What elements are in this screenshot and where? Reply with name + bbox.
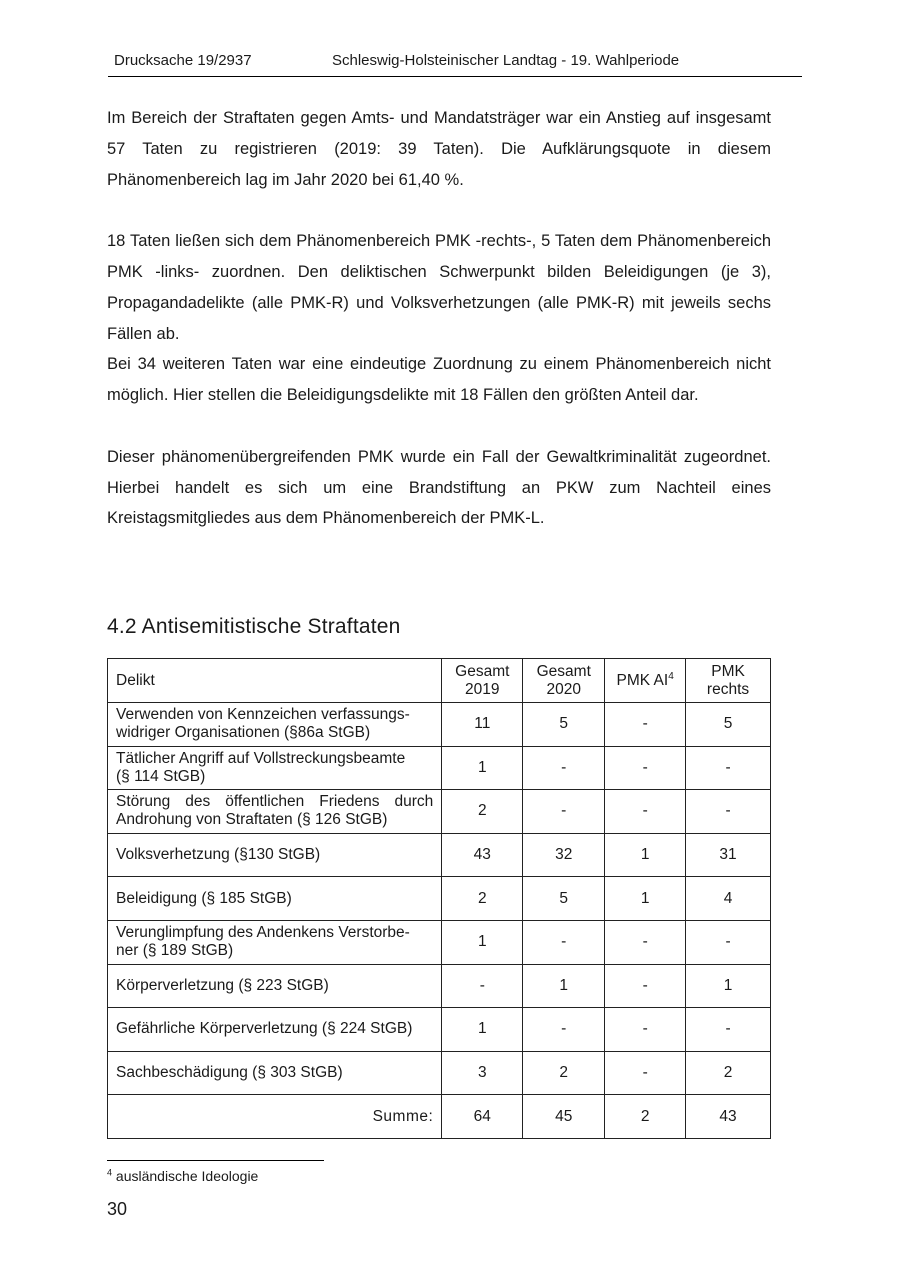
offense-label: Körperverletzung (§ 223 StGB) xyxy=(108,964,442,1008)
cell-gesamt-2019: 3 xyxy=(442,1051,523,1095)
cell-pmk-rechts: - xyxy=(686,790,771,834)
table-row xyxy=(108,1008,771,1052)
offense-label: Sachbeschädigung (§ 303 StGB) xyxy=(108,1051,442,1095)
cell-gesamt-2020: 32 xyxy=(523,833,605,877)
offense-label: Störung des öffentlichen Friedens durch Androhung von Straftaten (§ 126 StGB) xyxy=(108,790,442,834)
paragraph: 18 Taten ließen sich dem Phänomenbereich PMK -rechts-, 5 Taten dem Phänomenbereich PMK -links- zuordnen. Den deliktischen Schwerpunkt bilden Beleidigungen (je 3), Propagandadelikte (alle PMK-R) und Volksverhetzungen (alle PMK-R) mit jeweils sechs Fällen ab. xyxy=(107,232,771,343)
cell-pmk-ai: 1 xyxy=(605,833,686,877)
column-header-pmk-ai: PMK $AI^4$ xyxy=(605,659,686,703)
cell-pmk-rechts: 5 xyxy=(686,703,771,747)
footnote-text: ausländische Ideologie xyxy=(115,1168,259,1184)
paragraph: Bei 34 weiteren Taten war eine eindeutige Zuordnung zu einem Phänomenbereich nicht möglich. Hier stellen die Beleidigungsdelikte mit 18 Fällen den größten Anteil dar. xyxy=(107,355,771,405)
footnote-mark: 4 xyxy=(107,1167,113,1178)
cell-pmk-ai: 1 xyxy=(605,877,686,921)
cell-pmk-rechts: 1 xyxy=(686,964,771,1008)
cell-pmk-ai: - xyxy=(605,746,686,790)
column-header-gesamt-2020: Gesamt 2020 xyxy=(523,659,605,703)
table-sum-row xyxy=(108,1095,771,1139)
cell-pmk-rechts: 2 xyxy=(686,1051,771,1095)
page-header xyxy=(108,52,802,77)
column-header-gesamt-2019: Gesamt 2019 xyxy=(442,659,523,703)
table-row xyxy=(108,1051,771,1095)
cell-gesamt-2019: 11 xyxy=(442,703,523,747)
cell-gesamt-2020: 5 xyxy=(523,877,605,921)
table-row xyxy=(108,877,771,921)
cell-gesamt-2019: 2 xyxy=(442,790,523,834)
cell-gesamt-2020: - xyxy=(523,1008,605,1052)
cell-gesamt-2019: - xyxy=(442,964,523,1008)
cell-pmk-rechts: - xyxy=(686,920,771,964)
table-row xyxy=(108,746,771,790)
table-row xyxy=(108,920,771,964)
cell-pmk-rechts: - xyxy=(686,746,771,790)
sum-pmk-ai: 2 xyxy=(605,1095,686,1139)
offense-label: Gefährliche Körperverletzung (§ 224 StGB) xyxy=(108,1008,442,1052)
offense-label: Volksverhetzung (§130 StGB) xyxy=(108,833,442,877)
offense-label: Beleidigung (§ 185 StGB) xyxy=(108,877,442,921)
page-number: 30 xyxy=(107,1199,128,1219)
cell-gesamt-2020: - xyxy=(523,790,605,834)
table-row xyxy=(108,964,771,1008)
cell-pmk-ai: - xyxy=(605,1051,686,1095)
cell-pmk-rechts: - xyxy=(686,1008,771,1052)
table-row xyxy=(108,790,771,834)
footnote-reference: 4 xyxy=(668,670,674,682)
cell-gesamt-2020: 2 xyxy=(523,1051,605,1095)
offense-label: Tätlicher Angriff auf Vollstreckungsbeamte (§ 114 StGB) xyxy=(108,746,442,790)
body-text xyxy=(107,103,771,534)
offense-label: Verwenden von Kennzeichen verfassungs- widriger Organisationen (§86a StGB) xyxy=(108,703,442,747)
sum-gesamt-2020: 45 xyxy=(523,1095,605,1139)
document-number: Drucksache 19/2937 xyxy=(114,52,252,69)
cell-pmk-ai: - xyxy=(605,703,686,747)
cell-pmk-ai: - xyxy=(605,920,686,964)
cell-gesamt-2019: 43 xyxy=(442,833,523,877)
table-row xyxy=(108,833,771,877)
offense-label: Verunglimpfung des Andenkens Verstorbe- ner (§ 189 StGB) xyxy=(108,920,442,964)
cell-gesamt-2019: 1 xyxy=(442,746,523,790)
cell-gesamt-2019: 1 xyxy=(442,920,523,964)
cell-pmk-rechts: 31 xyxy=(686,833,771,877)
paragraph: Im Bereich der Straftaten gegen Amts- und Mandatsträger war ein Anstieg auf insgesamt 57 Taten zu registrieren (2019: 39 Taten). Die Aufklärungsquote in diesem Phänomenbereich lag im Jahr 2020 bei 61,40 %. xyxy=(107,109,771,189)
table-row xyxy=(108,703,771,747)
cell-gesamt-2019: 1 xyxy=(442,1008,523,1052)
cell-gesamt-2020: 5 xyxy=(523,703,605,747)
sum-label: Summe: xyxy=(108,1095,442,1139)
cell-pmk-ai: - xyxy=(605,790,686,834)
sum-gesamt-2019: 64 xyxy=(442,1095,523,1139)
paragraph: Dieser phänomenübergreifenden PMK wurde ein Fall der Gewaltkriminalität zugeordnet. Hierbei handelt es sich um eine Brandstiftung an PKW zum Nachteil eines Kreistagsmitgliedes aus dem Phänomenbereich der PMK-L. xyxy=(107,447,771,528)
cell-pmk-ai: - xyxy=(605,1008,686,1052)
cell-gesamt-2020: 1 xyxy=(523,964,605,1008)
sum-pmk-rechts: 43 xyxy=(686,1095,771,1139)
footnote-divider xyxy=(107,1160,324,1161)
footnote xyxy=(107,1168,258,1184)
column-header-delikt: Delikt xyxy=(108,659,442,703)
cell-gesamt-2020: - xyxy=(523,920,605,964)
cell-gesamt-2019: 2 xyxy=(442,877,523,921)
cell-pmk-rechts: 4 xyxy=(686,877,771,921)
column-header-pmk-rechts: PMK rechts xyxy=(686,659,771,703)
cell-pmk-ai: - xyxy=(605,964,686,1008)
cell-gesamt-2020: - xyxy=(523,746,605,790)
header-title: Schleswig-Holsteinischer Landtag - 19. Wahlperiode xyxy=(332,52,680,69)
offense-table xyxy=(107,658,771,1139)
section-heading: 4.2 Antisemitistische Straftaten xyxy=(107,615,401,638)
table-header-row xyxy=(108,659,771,703)
